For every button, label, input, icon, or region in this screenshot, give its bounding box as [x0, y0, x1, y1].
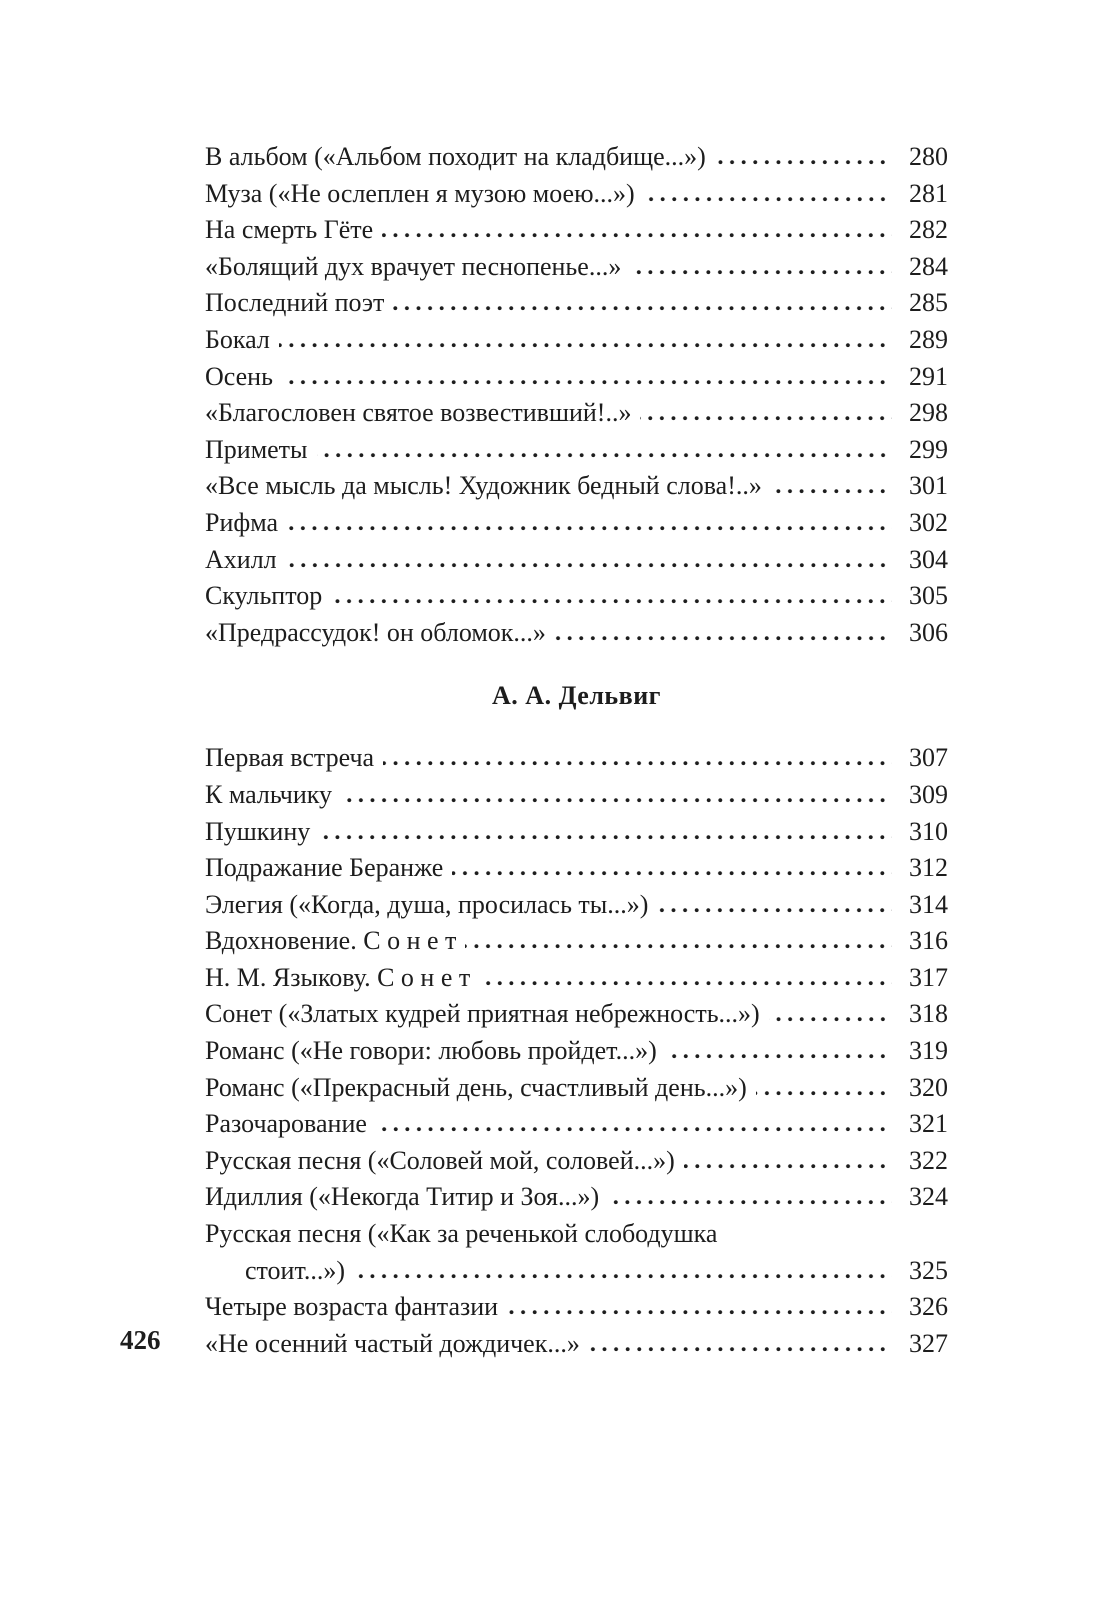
- dot-leader: [756, 1089, 892, 1096]
- toc-entry-page: 312: [909, 853, 948, 883]
- dot-leader: [341, 796, 892, 803]
- toc-entry-title: Первая встреча: [205, 743, 375, 773]
- toc-entry-title: «Благословен святое возвестивший!..»: [205, 398, 632, 428]
- toc-entry-title: Элегия («Когда, душа, просилась ты...»): [205, 889, 649, 919]
- dot-leader: [630, 268, 892, 275]
- toc-entry: [205, 176, 948, 213]
- toc-entry: [205, 359, 948, 396]
- toc-entry-title: Идиллия («Некогда Титир и Зоя...»): [205, 1182, 600, 1212]
- dot-leader: [331, 597, 892, 604]
- dot-leader: [376, 1125, 892, 1132]
- toc-entry-page: 299: [909, 434, 948, 464]
- dot-leader: [479, 979, 892, 986]
- toc-entry-title: Бокал: [205, 324, 270, 354]
- page-number-folio: 426: [120, 1325, 161, 1355]
- toc-entry: [205, 322, 948, 359]
- toc-entry-title: Подражание Беранже: [205, 853, 444, 883]
- toc-entry-page: 302: [909, 507, 948, 537]
- dot-leader: [589, 1345, 892, 1352]
- toc-entry: [205, 1289, 948, 1326]
- dot-leader: [771, 487, 892, 494]
- dot-leader: [319, 833, 892, 840]
- toc-entry-page: 307: [909, 743, 948, 773]
- toc-entry-title: Последний поэт: [205, 288, 385, 318]
- toc-entry-title: Вдохновение. С о н е т: [205, 926, 457, 956]
- toc-entry: [205, 542, 948, 579]
- toc-entry-title: Приметы: [205, 434, 308, 464]
- toc-entry-title: Рифма: [205, 507, 279, 537]
- toc-entry: [205, 212, 948, 249]
- toc-entry: [205, 1106, 948, 1143]
- toc-entry: [205, 432, 948, 469]
- toc-entry-page: 305: [909, 581, 948, 611]
- dot-leader: [279, 341, 892, 348]
- toc-entry: [205, 1253, 948, 1290]
- toc-entry: [205, 1179, 948, 1216]
- toc-entry-page: 317: [909, 962, 948, 992]
- toc-entry-title: «Болящий дух врачует песнопенье...»: [205, 251, 622, 281]
- dot-leader: [393, 304, 892, 311]
- toc-entry: [205, 850, 948, 887]
- toc-entry: [205, 1216, 948, 1253]
- toc-entry: [205, 249, 948, 286]
- dot-leader: [382, 231, 892, 238]
- toc-entry-page: 280: [909, 142, 948, 171]
- toc-entry-page: 284: [909, 251, 948, 281]
- toc-entry: [205, 139, 948, 176]
- dot-leader: [715, 158, 892, 165]
- toc-entry: [205, 505, 948, 542]
- toc-entry: [205, 578, 948, 615]
- toc-entry-page: 291: [909, 361, 948, 391]
- toc-entry-page: 327: [909, 1328, 948, 1358]
- toc-entry-page: 282: [909, 215, 948, 245]
- toc-entry-title: «Все мысль да мысль! Художник бедный слова!..»: [205, 471, 762, 501]
- toc-entry-title: Н. М. Языкову. С о н е т: [205, 962, 471, 992]
- toc-entry-title: Четыре возраста фантазии: [205, 1292, 499, 1322]
- toc-entry: [205, 285, 948, 322]
- dot-leader: [608, 1198, 892, 1205]
- toc-entry-page: 301: [909, 471, 948, 501]
- section-heading: А. А. Дельвиг: [492, 681, 661, 711]
- toc-entry-title: Разочарование: [205, 1109, 367, 1139]
- toc-entry-title: Сонет («Златых кудрей приятная небрежность...»): [205, 999, 760, 1029]
- dot-leader: [640, 414, 892, 421]
- toc-entry: [205, 923, 948, 960]
- toc-entry-title: К мальчику: [205, 779, 332, 809]
- toc-entry-title: Муза («Не ослеплен я музою моею...»): [205, 178, 635, 208]
- dot-leader: [644, 195, 892, 202]
- toc-entry-page: 314: [909, 889, 948, 919]
- dot-leader: [684, 1162, 892, 1169]
- toc-entry: [205, 1070, 948, 1107]
- toc-entry-page: 304: [909, 544, 948, 574]
- toc-entry-page: 319: [909, 1036, 948, 1066]
- toc-entry-page: 322: [909, 1145, 948, 1175]
- dot-leader: [769, 1015, 892, 1022]
- toc-entry-title: Скульптор: [205, 581, 323, 611]
- table-of-contents: [205, 139, 948, 1362]
- toc-entry: [205, 814, 948, 851]
- dot-leader: [666, 1052, 892, 1059]
- toc-entry-title: «Не осенний частый дождичек...»: [205, 1328, 580, 1358]
- toc-entry-page: 298: [909, 398, 948, 428]
- toc-entry-title: Романс («Не говори: любовь пройдет...»): [205, 1036, 657, 1066]
- toc-entry: [205, 1033, 948, 1070]
- toc-entry-page: 289: [909, 324, 948, 354]
- toc-entry-title: Ахилл: [205, 544, 277, 574]
- dot-leader: [657, 906, 892, 913]
- toc-page: [205, 139, 948, 1362]
- toc-entry-page: 285: [909, 288, 948, 318]
- toc-entry: [205, 777, 948, 814]
- toc-entry: [205, 1143, 948, 1180]
- toc-entry-page: 321: [909, 1109, 948, 1139]
- toc-entry-title: Русская песня («Как за реченькой слободушка: [205, 1219, 718, 1249]
- toc-entry-title: На смерть Гёте: [205, 215, 374, 245]
- dot-leader: [383, 759, 892, 766]
- toc-entry: [205, 395, 948, 432]
- toc-entry: [205, 960, 948, 997]
- toc-entry-page: 306: [909, 617, 948, 647]
- toc-entry-title: В альбом («Альбом походит на кладбище...»): [205, 142, 706, 171]
- dot-leader: [452, 869, 892, 876]
- toc-entry-page: 318: [909, 999, 948, 1029]
- toc-entry: [205, 996, 948, 1033]
- toc-entry-title: Пушкину: [205, 816, 311, 846]
- toc-entry-title: Осень: [205, 361, 273, 391]
- dot-leader: [286, 561, 892, 568]
- dot-leader: [555, 634, 892, 641]
- toc-entry: [205, 1326, 948, 1363]
- toc-entry-page: 326: [909, 1292, 948, 1322]
- toc-entry-page: 310: [909, 816, 948, 846]
- dot-leader: [287, 524, 892, 531]
- toc-entry-page: 281: [909, 178, 948, 208]
- toc-entry-page: 309: [909, 779, 948, 809]
- dot-leader: [282, 378, 892, 385]
- toc-entry-page: 325: [909, 1255, 948, 1285]
- toc-entry-page: 324: [909, 1182, 948, 1212]
- toc-entry-title: стоит...»): [245, 1255, 346, 1285]
- toc-entry: [205, 887, 948, 924]
- toc-entry-title: Романс («Прекрасный день, счастливый день...»): [205, 1072, 747, 1102]
- toc-entry-page: 316: [909, 926, 948, 956]
- dot-leader: [354, 1272, 892, 1279]
- dot-leader: [507, 1308, 892, 1315]
- toc-entry-page: 320: [909, 1072, 948, 1102]
- toc-entry-title: «Предрассудок! он обломок...»: [205, 617, 546, 647]
- dot-leader: [465, 942, 892, 949]
- toc-entry: [205, 468, 948, 505]
- toc-entry: [205, 615, 948, 652]
- dot-leader: [317, 451, 892, 458]
- toc-entry: [205, 740, 948, 777]
- toc-entry-title: Русская песня («Соловей мой, соловей...»): [205, 1145, 675, 1175]
